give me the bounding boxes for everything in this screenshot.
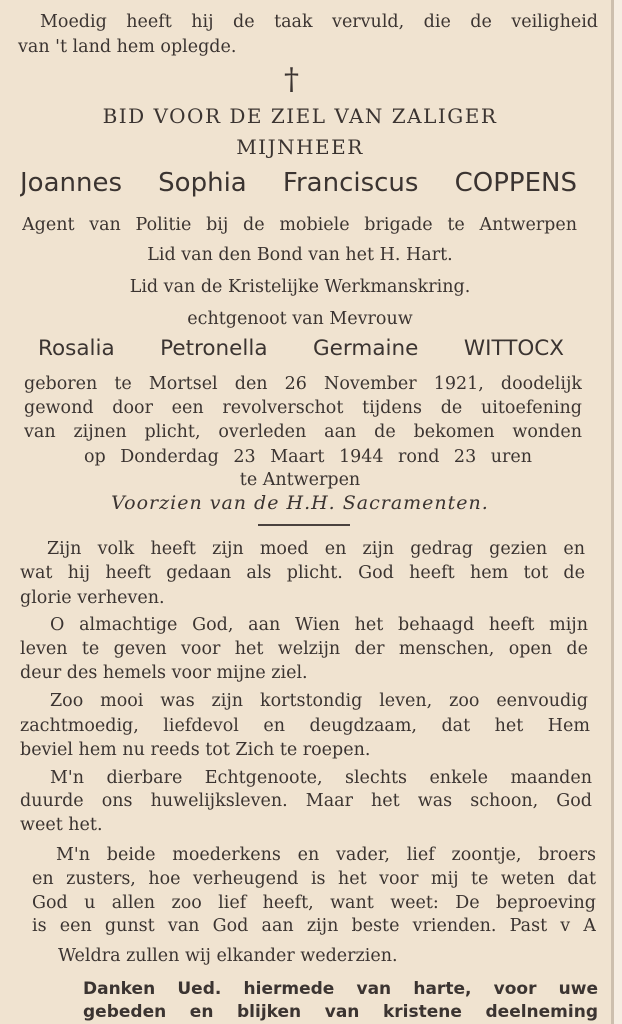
sacraments-line: Voorzien van de H.H. Sacramenten. [111, 492, 489, 514]
detail-line: op Donderdag 23 Maart 1944 rond 23 uren [84, 447, 532, 467]
scan-margin [614, 0, 622, 1024]
paragraph-line: glorie verheven. [20, 588, 165, 608]
paragraph-line: O almachtige God, aan Wien het behaagd heeft mijn [50, 615, 588, 635]
paragraph-line: is een gunst van God aan zijn beste vrienden. Past v A [32, 916, 596, 936]
paragraph-line: beviel hem nu reeds tot Zich te roepen. [20, 740, 371, 760]
detail-line: geboren te Mortsel den 26 November 1921, doodelijk [24, 374, 582, 394]
role-line: Agent van Politie bij de mobiele brigade te Antwerpen [22, 215, 577, 235]
spouse-name: Rosalia Petronella Germaine WITTOCX [38, 336, 564, 361]
paragraph-line: duurde ons huwelijksleven. Maar het was schoon, God [20, 791, 592, 811]
thanks-line: gebeden en blijken van kristene deelneming [83, 1002, 598, 1022]
paragraph-line: Weldra zullen wij elkander wederzien. [58, 946, 398, 966]
paragraph-line: zachtmoedig, liefdevol en deugdzaam, dat het Hem [20, 716, 590, 736]
heading-line: BID VOOR DE ZIEL VAN ZALIGER [102, 104, 498, 128]
detail-line: van zijnen plicht, overleden aan de bekomen wonden [24, 422, 582, 442]
cross-icon: † [284, 62, 299, 97]
paragraph-line: Zoo mooi was zijn kortstondig leven, zoo eenvoudig [50, 691, 588, 711]
heading-line: MIJNHEER [236, 135, 364, 159]
thanks-line: Danken Ued. hiermede van harte, voor uwe [83, 979, 598, 999]
paragraph-line: God u allen zoo lief heeft, want weet: De beproeving [32, 893, 596, 913]
opening-line: van 't land hem oplegde. [18, 37, 237, 57]
role-line: Lid van den Bond van het H. Hart. [147, 245, 453, 265]
paragraph-line: weet het. [20, 815, 103, 835]
paragraph-line: M'n dierbare Echtgenoote, slechts enkele maanden [50, 768, 592, 788]
detail-line: gewond door een revolverschot tijdens de uitoefening [24, 398, 582, 418]
paragraph-line: Zijn volk heeft zijn moed en zijn gedrag gezien en [47, 539, 585, 559]
opening-line: Moedig heeft hij de taak vervuld, die de veiligheid [40, 12, 598, 32]
divider [258, 524, 350, 526]
role-line: Lid van de Kristelijke Werkmanskring. [129, 277, 471, 297]
paragraph-line: wat hij heeft gedaan als plicht. God heeft hem tot de [20, 563, 585, 583]
paragraph-line: M'n beide moederkens en vader, lief zoontje, broers [56, 845, 596, 865]
detail-line: te Antwerpen [239, 470, 361, 490]
paragraph-line: deur des hemels voor mijne ziel. [20, 663, 308, 683]
role-line: echtgenoot van Mevrouw [187, 309, 413, 329]
paragraph-line: en zusters, hoe verheugend is het voor mij te weten dat [32, 869, 596, 889]
paragraph-line: leven te geven voor het welzijn der menschen, open de [20, 639, 588, 659]
deceased-name: Joannes Sophia Franciscus COPPENS [20, 168, 577, 198]
